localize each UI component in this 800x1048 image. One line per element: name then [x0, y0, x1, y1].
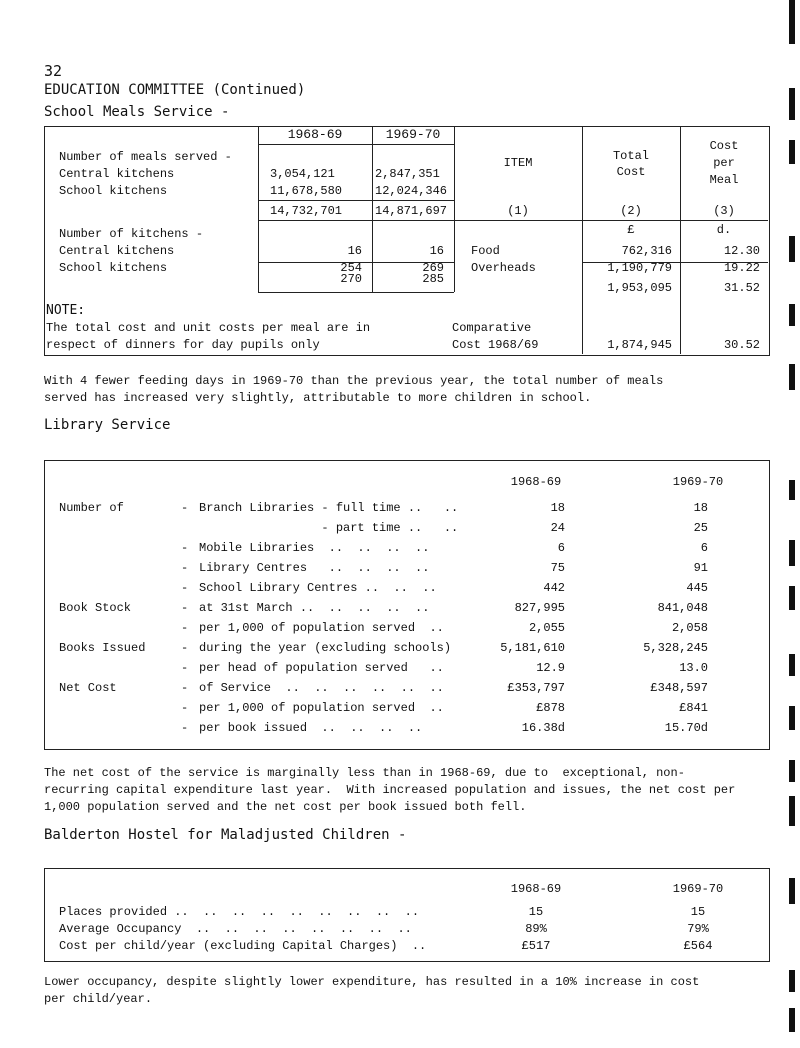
year-header: 1968-69 [510, 475, 562, 489]
library-value-1969-70: 91 [693, 561, 708, 575]
meals-total-value: 14,871,697 [375, 204, 448, 218]
library-row-desc: per 1,000 of population served .. [199, 701, 444, 715]
library-row-dash: - [181, 541, 189, 555]
library-row-group: Number of [59, 501, 124, 515]
hostel-row-desc: Cost per child/year (excluding Capital Charges) .. [59, 939, 427, 953]
hostel-value-1968-69: £517 [521, 939, 551, 953]
comparative-label: Cost 1968/69 [452, 338, 539, 352]
library-value-1969-70: 6 [700, 541, 708, 555]
page-number: 32 [44, 62, 63, 80]
library-row-desc: School Library Centres .. .. .. [199, 581, 437, 595]
library-row-group: Net Cost [59, 681, 117, 695]
meals-label: Number of meals served - [59, 150, 232, 164]
library-row-desc: Branch Libraries - full time .. .. [199, 501, 459, 515]
year-header: 1969-70 [385, 127, 441, 142]
hostel-table [44, 868, 770, 962]
central-kitchens-label: Central kitchens [59, 167, 175, 181]
year-header: 1968-69 [510, 882, 562, 896]
library-row-group: Book Stock [59, 601, 132, 615]
meals-school-value: 11,678,580 [270, 184, 343, 198]
column-number: (1) [507, 204, 529, 218]
item-total-cost: 762,316 [621, 244, 672, 258]
comparative-per-meal: 30.52 [723, 338, 760, 352]
kitchens-central-value: 16 [429, 244, 444, 258]
library-value-1968-69: £353,797 [507, 681, 565, 695]
library-value-1968-69: 2,055 [528, 621, 565, 635]
library-title: Library Service [44, 417, 171, 433]
library-value-1968-69: 75 [550, 561, 565, 575]
library-row-desc: per head of population served .. [199, 661, 444, 675]
column-number: (3) [713, 204, 735, 218]
item-total-cost: 1,190,779 [607, 261, 672, 275]
comparative-total-cost: 1,874,945 [607, 338, 672, 352]
year-header: 1968-69 [287, 127, 343, 142]
grand-total-per-meal: 31.52 [723, 281, 760, 295]
year-header: 1969-70 [672, 882, 724, 896]
central-kitchens-label: Central kitchens [59, 244, 175, 258]
library-row-dash: - [181, 581, 189, 595]
library-value-1969-70: 18 [693, 501, 708, 515]
hostel-value-1968-69: 89% [525, 922, 547, 936]
library-row-desc: per 1,000 of population served .. [199, 621, 444, 635]
kitchens-school-value: 269 [422, 261, 444, 275]
library-value-1968-69: 6 [557, 541, 565, 555]
library-row-dash: - [181, 661, 189, 675]
hostel-title: Balderton Hostel for Maladjusted Children - [44, 827, 407, 843]
item-label-overheads: Overheads [471, 261, 536, 275]
library-value-1968-69: £878 [536, 701, 565, 715]
library-value-1969-70: 841,048 [657, 601, 708, 615]
library-value-1968-69: 16.38d [521, 721, 565, 735]
hostel-value-1969-70: £564 [683, 939, 713, 953]
library-row-desc: Mobile Libraries .. .. .. .. [199, 541, 430, 555]
column-number: (2) [620, 204, 642, 218]
library-row-desc: per book issued .. .. .. .. [199, 721, 423, 735]
library-value-1969-70: 25 [693, 521, 708, 535]
page-heading: EDUCATION COMMITTEE (Continued) [44, 82, 306, 98]
library-row-dash: - [181, 501, 189, 515]
note-line: The total cost and unit costs per meal are in [46, 321, 371, 335]
library-paragraph: The net cost of the service is marginally less than in 1968-69, due to exceptional, non- recurring capital expenditure last year. With increased population and issues, the net cost per 1,000 population served and the net cost per book issued both fell. [44, 766, 736, 814]
meals-central-value: 3,054,121 [270, 167, 335, 181]
item-label-food: Food [471, 244, 500, 258]
year-header: 1969-70 [672, 475, 724, 489]
library-row-desc: at 31st March .. .. .. .. .. [199, 601, 430, 615]
grand-total-cost: 1,953,095 [607, 281, 672, 295]
note-title: NOTE: [46, 303, 86, 318]
library-value-1968-69: 5,181,610 [500, 641, 565, 655]
library-row-dash: - [181, 701, 189, 715]
kitchens-central-value: 16 [347, 244, 362, 258]
unit-pence: d. [716, 223, 732, 237]
hostel-row-desc: Average Occupancy .. .. .. .. .. .. .. .. [59, 922, 412, 936]
library-row-dash: - [181, 721, 189, 735]
cost-per-meal-header: Cost per Meal [709, 139, 739, 187]
note-line: respect of dinners for day pupils only [46, 338, 320, 352]
item-cost-per-meal: 12.30 [723, 244, 760, 258]
library-row-dash: - [181, 641, 189, 655]
library-value-1968-69: 442 [543, 581, 565, 595]
kitchens-school-value: 254 [340, 261, 362, 275]
library-table [44, 460, 770, 750]
item-cost-per-meal: 19.22 [723, 261, 760, 275]
library-row-desc: Library Centres .. .. .. .. [199, 561, 430, 575]
hostel-paragraph: Lower occupancy, despite slightly lower expenditure, has resulted in a 10% increase in cost per child/year. [44, 975, 700, 1006]
school-kitchens-label: School kitchens [59, 261, 168, 275]
kitchens-total-value: 285 [422, 272, 444, 286]
library-row-group: Books Issued [59, 641, 146, 655]
library-row-dash: - [181, 681, 189, 695]
kitchens-total-value: 270 [340, 272, 362, 286]
library-value-1969-70: 5,328,245 [643, 641, 708, 655]
library-value-1968-69: 12.9 [536, 661, 565, 675]
item-header: ITEM [503, 156, 533, 170]
hostel-row-desc: Places provided .. .. .. .. .. .. .. .. .. [59, 905, 420, 919]
library-row-dash: - [181, 561, 189, 575]
meals-school-value: 12,024,346 [375, 184, 448, 198]
library-row-desc: - part time .. .. [199, 521, 459, 535]
library-value-1968-69: 827,995 [514, 601, 565, 615]
library-value-1969-70: £841 [679, 701, 708, 715]
unit-pounds: £ [627, 223, 635, 237]
library-row-desc: during the year (excluding schools) [199, 641, 452, 655]
meals-total-value: 14,732,701 [270, 204, 343, 218]
hostel-value-1969-70: 15 [690, 905, 706, 919]
school-kitchens-label: School kitchens [59, 184, 168, 198]
hostel-value-1968-69: 15 [528, 905, 544, 919]
library-value-1969-70: 2,058 [671, 621, 708, 635]
library-value-1968-69: 24 [550, 521, 565, 535]
library-row-dash: - [181, 601, 189, 615]
total-cost-header: Total Cost [612, 149, 649, 179]
comparative-label: Comparative [452, 321, 532, 335]
library-value-1968-69: 18 [550, 501, 565, 515]
hostel-value-1969-70: 79% [687, 922, 709, 936]
library-value-1969-70: 15.70d [664, 721, 708, 735]
library-row-desc: of Service .. .. .. .. .. .. [199, 681, 444, 695]
library-value-1969-70: 13.0 [679, 661, 708, 675]
meals-paragraph: With 4 fewer feeding days in 1969-70 than the previous year, the total number of meals served has increased very slightly, attributable to more children in school. [44, 374, 664, 405]
library-row-dash: - [181, 621, 189, 635]
kitchens-label: Number of kitchens - [59, 227, 204, 241]
library-value-1969-70: £348,597 [650, 681, 708, 695]
meals-central-value: 2,847,351 [375, 167, 440, 181]
school-meals-title: School Meals Service - [44, 104, 230, 120]
library-value-1969-70: 445 [686, 581, 708, 595]
